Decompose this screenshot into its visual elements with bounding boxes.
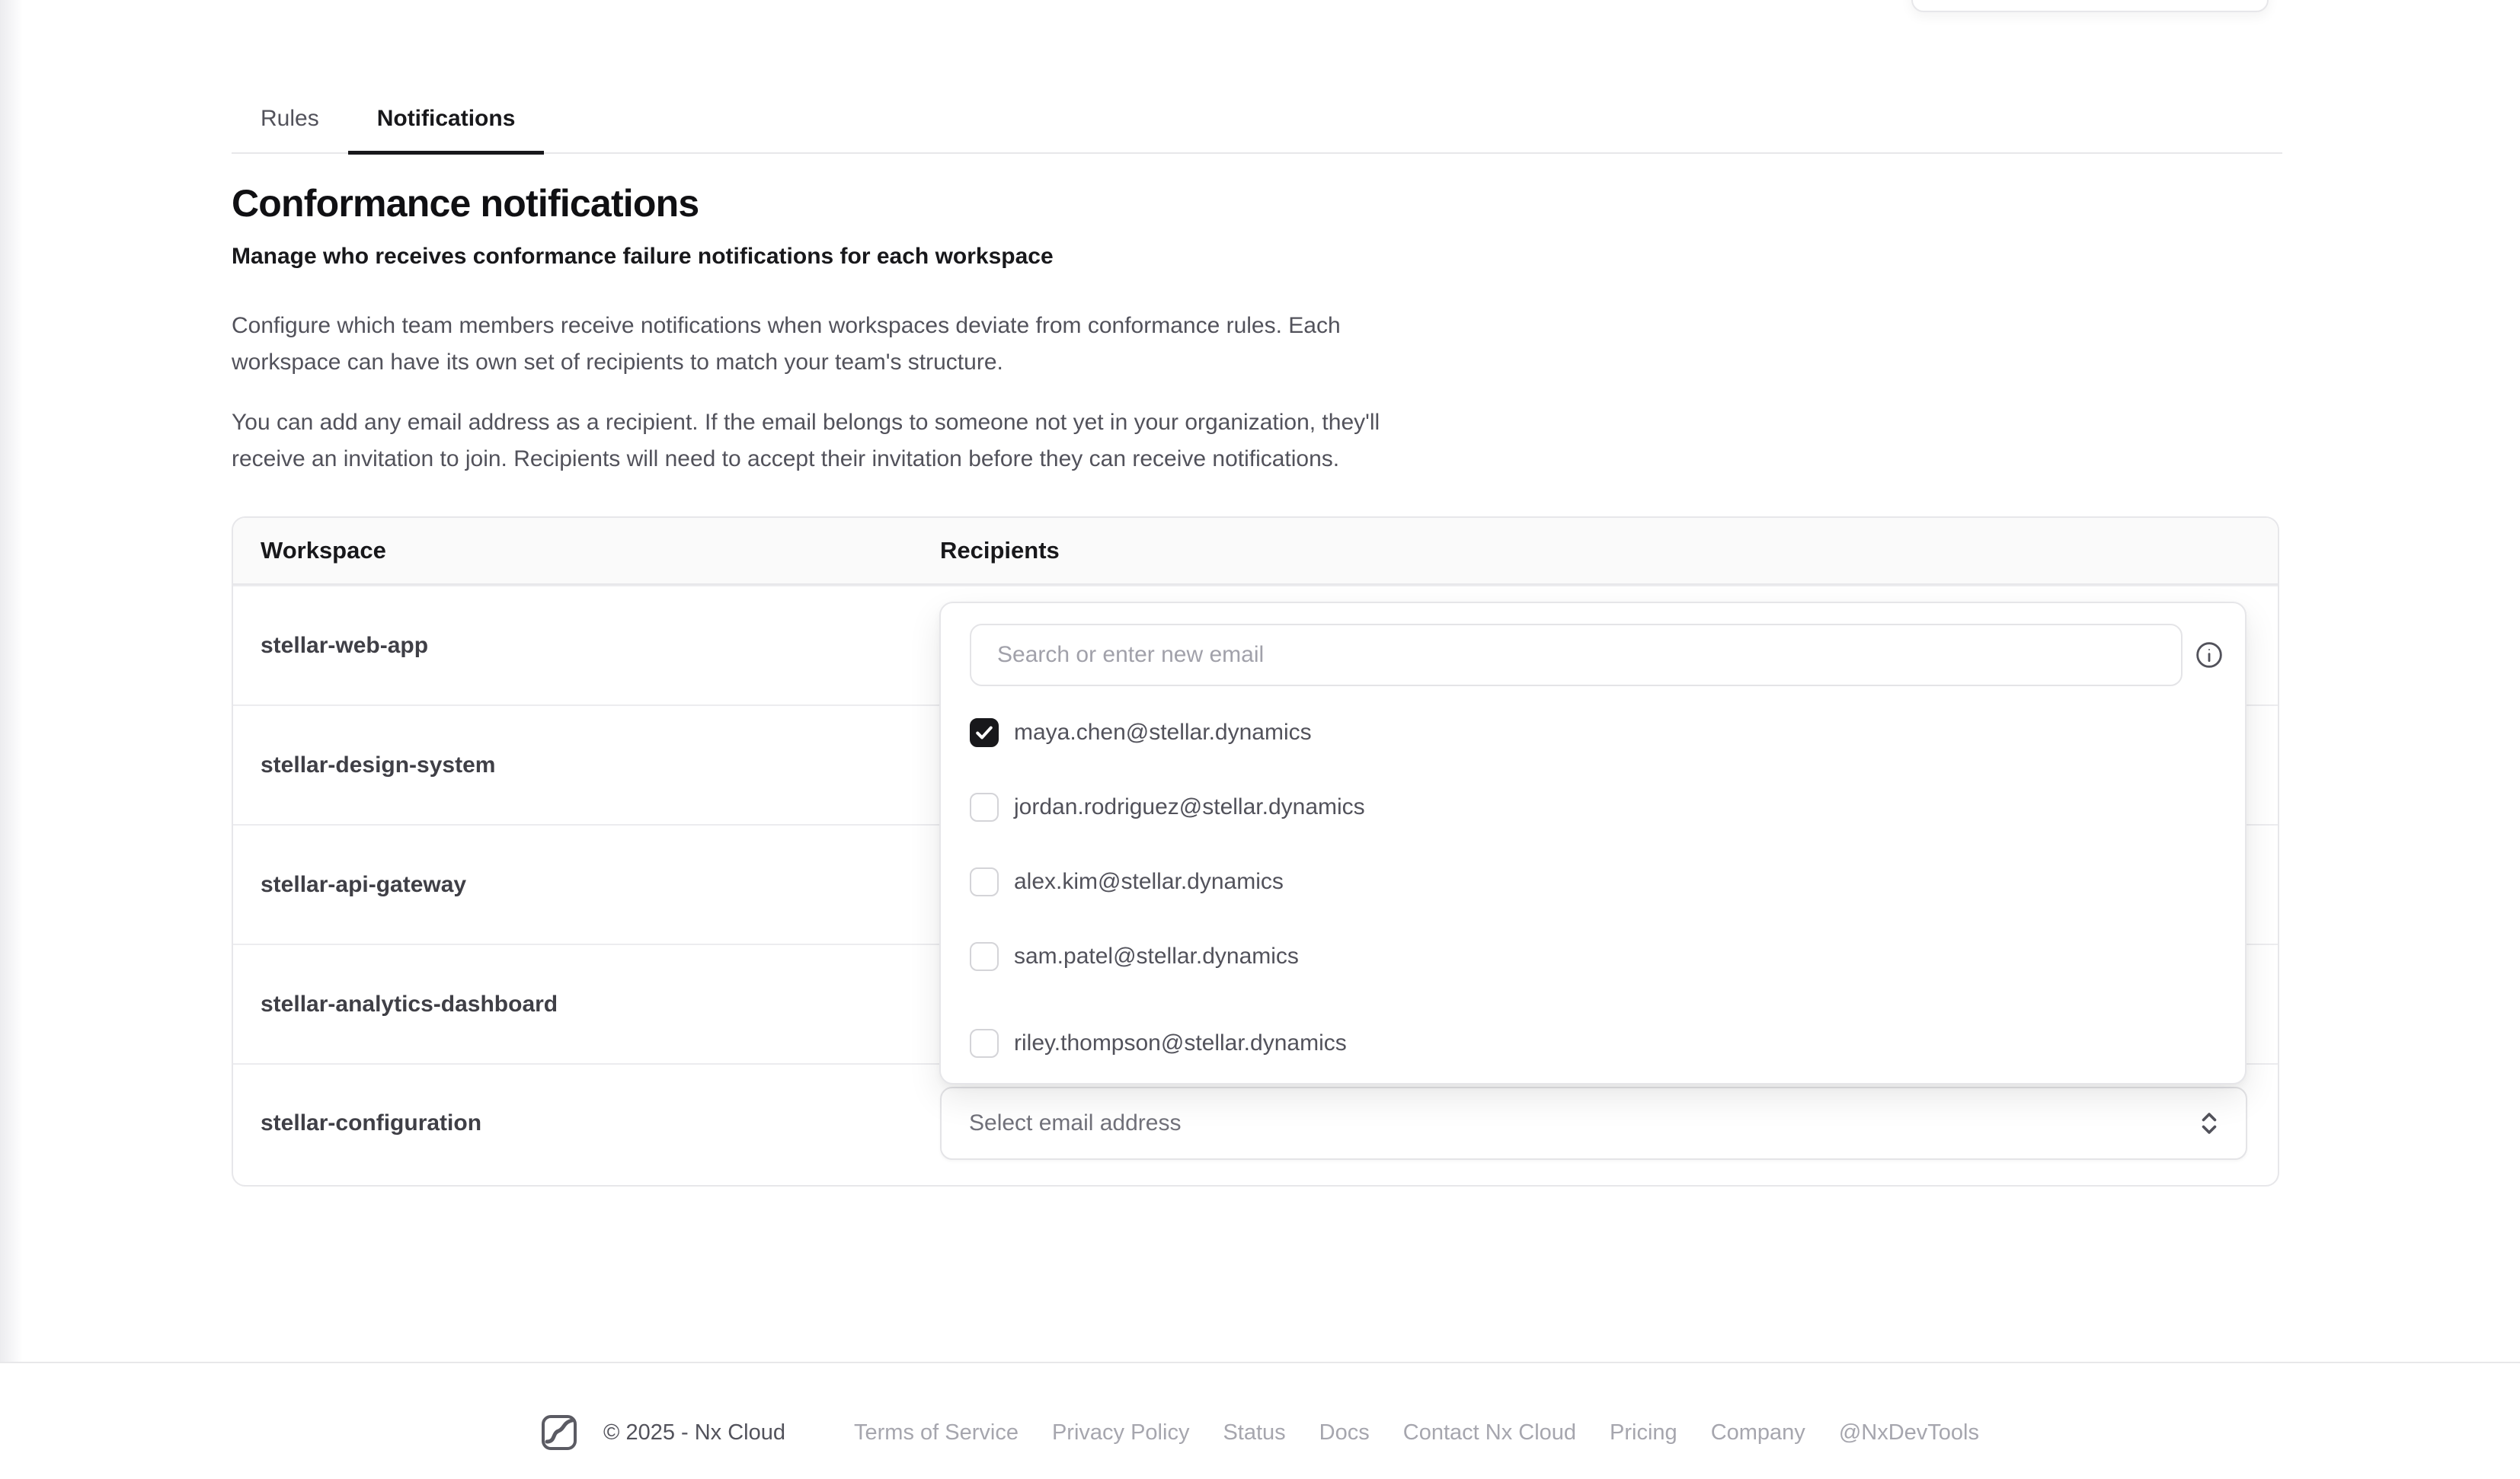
checkbox-unchecked[interactable] (970, 1029, 999, 1058)
footer-link-company[interactable]: Company (1710, 1420, 1805, 1445)
column-header-workspace: Workspace (261, 537, 386, 564)
checkbox-unchecked[interactable] (970, 942, 999, 971)
footer-link-twitter[interactable]: @NxDevTools (1838, 1420, 1979, 1445)
copyright-text: © 2025 - Nx Cloud (603, 1420, 785, 1445)
recipients-dropdown-panel (939, 602, 2247, 1084)
email-option-label: sam.patel@stellar.dynamics (1014, 944, 1299, 969)
partial-top-element (1911, 0, 2269, 12)
footer-link-privacy[interactable]: Privacy Policy (1051, 1420, 1190, 1445)
email-select-trigger[interactable] (940, 1087, 2247, 1160)
email-option-label: jordan.rodriguez@stellar.dynamics (1014, 794, 1365, 819)
footer-links (854, 1420, 1979, 1445)
footer-link-status[interactable]: Status (1223, 1420, 1286, 1445)
email-option[interactable] (970, 845, 2227, 919)
intro-paragraph-1-line-1: Configure which team members receive notifications when workspaces deviate from conformance rules. Each (232, 313, 1341, 338)
info-icon[interactable] (2192, 637, 2227, 672)
footer-link-pricing[interactable]: Pricing (1610, 1420, 1677, 1445)
email-option[interactable] (970, 770, 2227, 845)
footer-content (541, 1414, 1979, 1451)
workspace-name: stellar-api-gateway (261, 871, 467, 897)
intro-paragraph-1 (232, 308, 1496, 381)
column-header-recipients: Recipients (940, 537, 1060, 564)
page-footer (0, 1362, 2520, 1479)
dropdown-search-row (970, 624, 2227, 686)
intro-paragraph-1-line-2: workspace can have its own set of recipients to match your team's structure. (232, 350, 1003, 375)
checkbox-unchecked[interactable] (970, 793, 999, 822)
intro-paragraph-2 (232, 404, 1496, 478)
workspace-name: stellar-design-system (261, 752, 496, 778)
intro-paragraph-2-line-1: You can add any email address as a recipient. If the email belongs to someone not yet in your organization, they'll (232, 410, 1380, 435)
email-option-label: alex.kim@stellar.dynamics (1014, 869, 1284, 894)
page-subtitle: Manage who receives conformance failure notifications for each workspace (232, 244, 1054, 269)
nx-cloud-logo-icon[interactable] (541, 1414, 577, 1451)
intro-paragraph-2-line-2: receive an invitation to join. Recipients will need to accept their invitation before they can receive notifications. (232, 446, 1340, 471)
email-select-placeholder: Select email address (969, 1110, 1182, 1136)
footer-link-docs[interactable]: Docs (1319, 1420, 1370, 1445)
email-options-list (970, 695, 2227, 1081)
checkbox-unchecked[interactable] (970, 867, 999, 896)
tab-notifications[interactable]: Notifications (348, 85, 545, 152)
workspace-name: stellar-configuration (261, 1110, 482, 1136)
email-option[interactable] (970, 919, 2227, 994)
page-title: Conformance notifications (232, 182, 699, 225)
email-option-label: riley.thompson@stellar.dynamics (1014, 1030, 1347, 1056)
chevrons-up-down-icon (2195, 1110, 2223, 1137)
email-option[interactable] (970, 1006, 2227, 1081)
workspace-name: stellar-web-app (261, 632, 429, 658)
tab-bar (232, 85, 2282, 154)
checkbox-checked[interactable] (970, 718, 999, 747)
email-option-label: maya.chen@stellar.dynamics (1014, 720, 1312, 745)
footer-link-terms[interactable]: Terms of Service (854, 1420, 1019, 1445)
email-option[interactable] (970, 695, 2227, 770)
table-header-row (233, 518, 2278, 585)
tab-rules[interactable]: Rules (261, 106, 319, 131)
workspace-name: stellar-analytics-dashboard (261, 991, 558, 1017)
email-search-input[interactable] (970, 624, 2183, 686)
left-edge-shadow (0, 0, 23, 1479)
footer-link-contact[interactable]: Contact Nx Cloud (1402, 1420, 1577, 1445)
